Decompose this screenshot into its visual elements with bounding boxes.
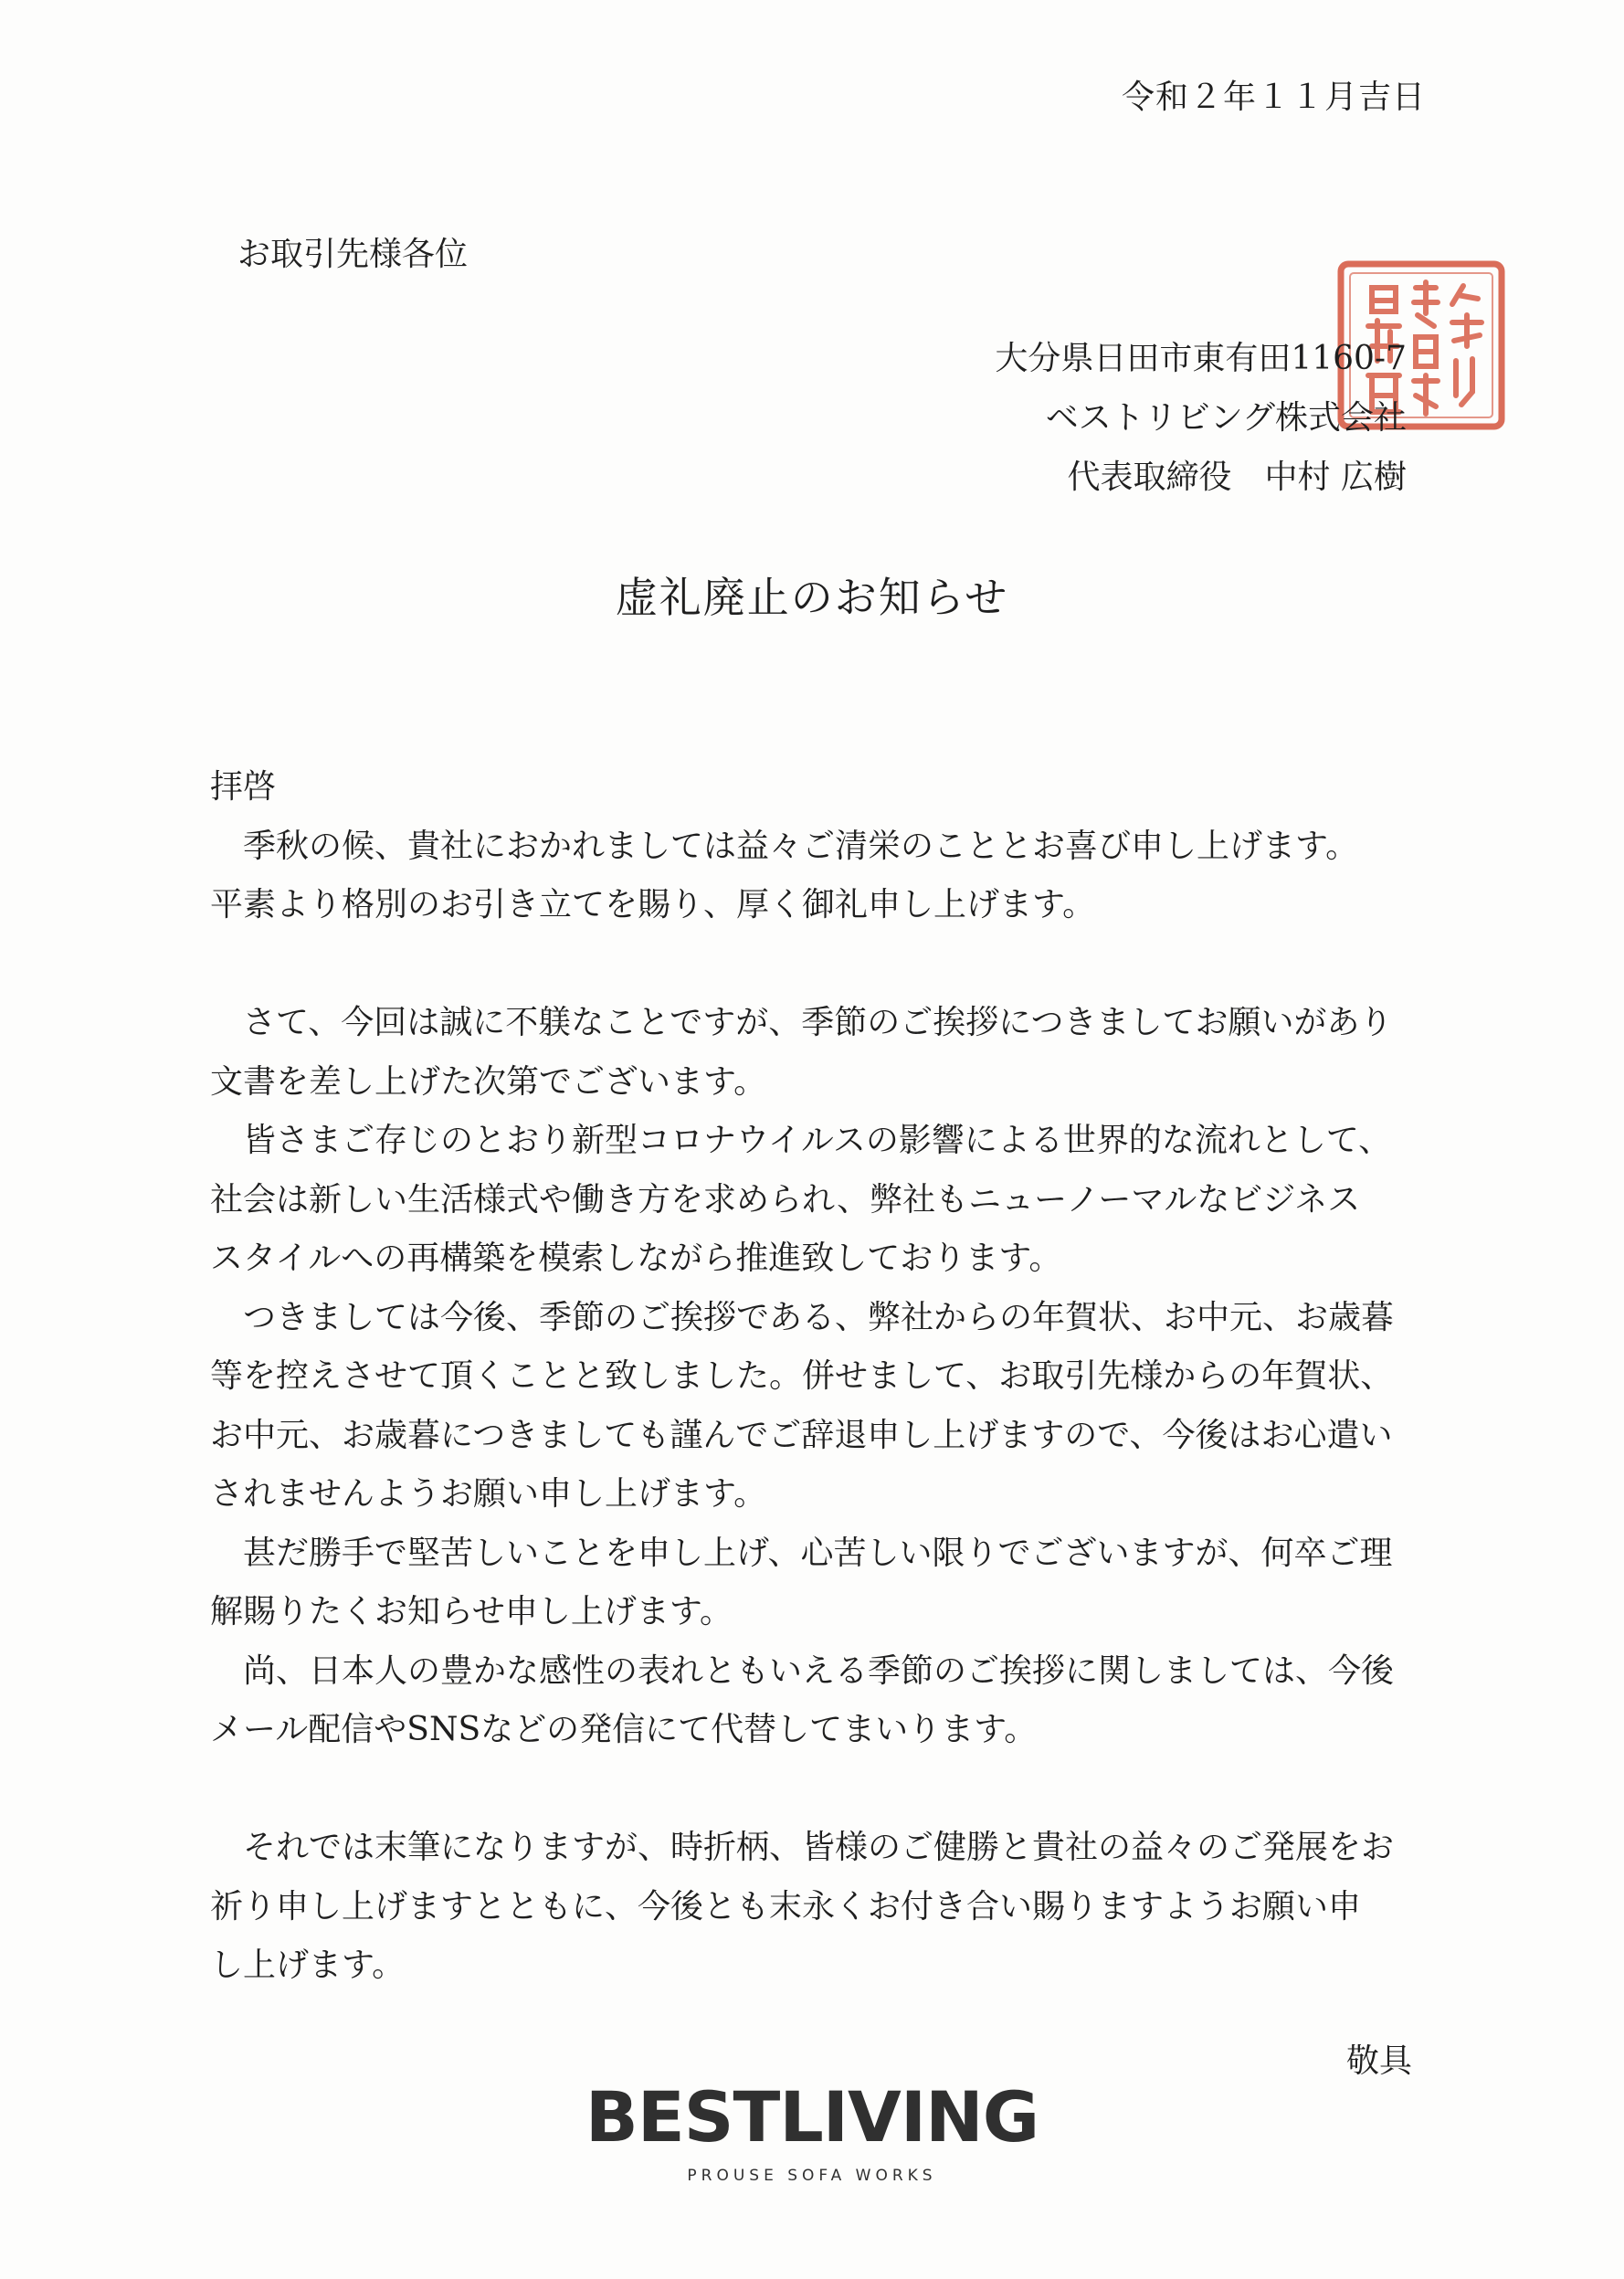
- sender-address: 大分県日田市東有田1160-7: [995, 340, 1407, 377]
- body-line: 皆さまご存じのとおり新型コロナウイルスの影響による世界的な流れとして、: [210, 1122, 1392, 1159]
- body-line: 季秋の候、貴社におかれましては益々ご清栄のこととお喜び申し上げます。: [210, 827, 1359, 865]
- body-line: 等を控えさせて頂くことと致しました。併せまして、お取引先様からの年賀状、: [210, 1357, 1394, 1395]
- sender-representative: 代表取締役 中村 広樹: [1067, 459, 1407, 496]
- body-line: さて、今回は誠に不躾なことですが、季節のご挨拶につきましてお願いがあり: [210, 1004, 1393, 1041]
- document-title: 虚礼廃止のお知らせ: [615, 573, 1009, 622]
- body-line: されませんようお願い申し上げます。: [210, 1475, 767, 1513]
- letter-body: [210, 758, 1425, 1996]
- logo-wordmark: BESTLIVING: [585, 2076, 1039, 2158]
- body-line: お中元、お歳暮につきましても謹んでご辞退申し上げますので、今後はお心遣い: [210, 1416, 1393, 1454]
- sender-company: ベストリビング株式会社: [1045, 399, 1407, 437]
- body-line: し上げます。: [210, 1947, 406, 1984]
- body-line: つきましては今後、季節のご挨拶である、弊社からの年賀状、お中元、お歳暮: [210, 1298, 1395, 1336]
- body-line: 祈り申し上げますとともに、今後とも末永くお付き合い賜りますようお願い申: [210, 1887, 1362, 1926]
- body-line: 文書を差し上げた次第でございます。: [210, 1062, 767, 1101]
- body-line: 社会は新しい生活様式や働き方を求められ、弊社もニューノーマルなビジネス: [210, 1180, 1361, 1219]
- body-line: メール配信やSNSなどの発信にて代替してまいります。: [210, 1711, 1038, 1748]
- body-line: それでは末筆になりますが、時折柄、皆様のご健勝と貴社の益々のご発展をお: [210, 1829, 1395, 1866]
- letter-date: 令和２年１１月吉日: [1122, 79, 1427, 116]
- body-line: 甚だ勝手で堅苦しいことを申し上げ、心苦しい限りでございますが、何卒ご理: [210, 1534, 1393, 1572]
- body-line: 解賜りたくお知らせ申し上げます。: [210, 1593, 733, 1630]
- closing-phrase: 敬具: [1345, 2042, 1412, 2080]
- body-blank-line: [210, 935, 1425, 995]
- body-line: 尚、日本人の豊かな感性の表れともいえる季節のご挨拶に関しましては、今後: [210, 1651, 1395, 1690]
- logo-tagline: PROUSE SOFA WORKS: [687, 2167, 937, 2185]
- salutation: 拝啓: [210, 768, 277, 806]
- sender-block: [995, 329, 1407, 507]
- body-line: スタイルへの再構築を模索しながら推進致しております。: [210, 1240, 1062, 1277]
- body-blank-line: [210, 1760, 1425, 1820]
- recipient: お取引先様各位: [237, 236, 469, 273]
- body-line: 平素より格別のお引き立てを賜り、厚く御礼申し上げます。: [210, 886, 1096, 923]
- bestliving-logo: [0, 2076, 1624, 2185]
